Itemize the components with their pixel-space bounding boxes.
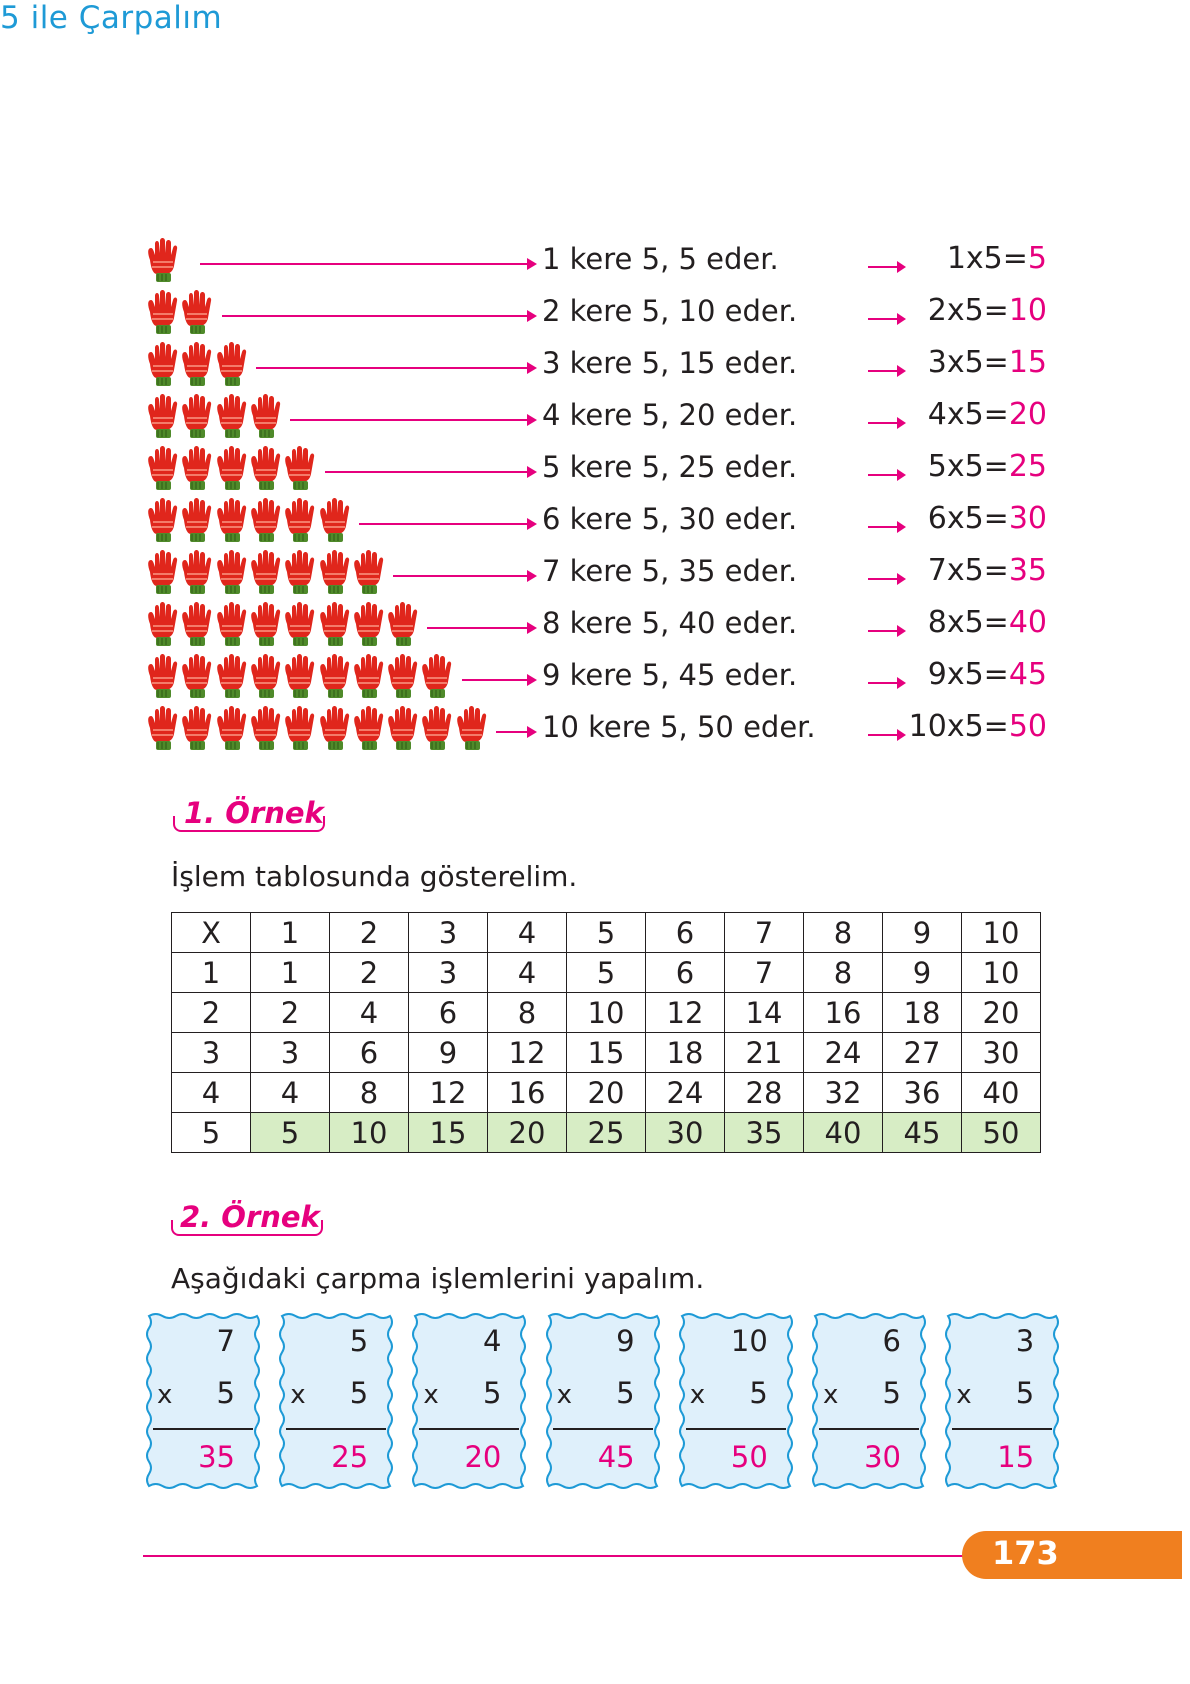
table-cell: 4: [172, 1073, 251, 1113]
row-sentence: 7 kere 5, 35 eder.: [542, 554, 798, 588]
equation-expression: 5x5=: [927, 449, 1009, 484]
multiplier: 5: [1015, 1376, 1035, 1410]
table-cell: 8: [804, 913, 883, 953]
problem-card: [676, 1310, 796, 1492]
equation-expression: 8x5=: [927, 605, 1009, 640]
table-cell: 8: [804, 953, 883, 993]
row-small-arrow: [868, 318, 898, 320]
multiplication-table: [171, 912, 1041, 1153]
table-row: [172, 1113, 1041, 1153]
row-equation: [928, 605, 1047, 640]
row-small-arrow: [868, 630, 898, 632]
answer: 35: [198, 1440, 235, 1474]
multiplier: 5: [216, 1376, 235, 1410]
equation-expression: 6x5=: [927, 501, 1009, 536]
answer: 45: [597, 1440, 635, 1474]
glove-icon: [246, 394, 286, 440]
table-cell: 16: [488, 1073, 567, 1113]
equation-expression: 3x5=: [927, 345, 1009, 380]
glove-icon: [246, 394, 286, 440]
answer-line: [952, 1428, 1052, 1430]
equation-result: 45: [1008, 657, 1047, 692]
row-sentence: 8 kere 5, 40 eder.: [542, 606, 798, 640]
table-cell: 27: [883, 1033, 962, 1073]
row-small-arrow: [868, 422, 898, 424]
answer-line: [819, 1428, 919, 1430]
row-small-arrow: [868, 370, 898, 372]
table-cell: 10: [567, 993, 646, 1033]
table-cell: 36: [883, 1073, 962, 1113]
equation-expression: 4x5=: [927, 397, 1009, 432]
example-1-label: 1. Örnek: [184, 796, 324, 830]
table-cell: 2: [172, 993, 251, 1033]
row-equation: [928, 657, 1047, 692]
table-cell: 10: [962, 953, 1041, 993]
table-cell: 28: [725, 1073, 804, 1113]
glove-icon: [452, 706, 492, 752]
row-sentence: 2 kere 5, 10 eder.: [542, 294, 798, 328]
glove-icon: [383, 602, 423, 648]
multiplier: 5: [882, 1376, 901, 1410]
equation-expression: 7x5=: [927, 553, 1009, 588]
table-cell: 40: [962, 1073, 1041, 1113]
table-cell: 12: [646, 993, 725, 1033]
problem-card: [543, 1310, 663, 1492]
table-cell: 21: [725, 1033, 804, 1073]
equation-result: 50: [1008, 709, 1047, 744]
problem-card: [276, 1310, 396, 1492]
equation-result: 10: [1008, 293, 1047, 328]
table-cell: 8: [330, 1073, 409, 1113]
multiplicand: 4: [482, 1324, 502, 1358]
page-number: 173: [992, 1534, 1059, 1572]
table-cell: 8: [488, 993, 567, 1033]
table-cell: 2: [330, 913, 409, 953]
equation-result: 15: [1008, 345, 1047, 380]
row-small-arrow: [868, 682, 898, 684]
table-cell: 5: [567, 913, 646, 953]
glove-icon: [417, 654, 457, 700]
row-small-arrow: [868, 526, 898, 528]
table-cell: 6: [409, 993, 488, 1033]
table-cell: 9: [883, 953, 962, 993]
table-cell: X: [172, 913, 251, 953]
table-cell: 20: [962, 993, 1041, 1033]
table-cell: 20: [488, 1113, 567, 1153]
answer: 30: [864, 1440, 901, 1474]
row-arrow: [393, 575, 528, 577]
table-cell: 12: [488, 1033, 567, 1073]
table-cell: 7: [725, 953, 804, 993]
equation-result: 5: [1027, 241, 1047, 276]
table-row: [172, 1073, 1041, 1113]
row-small-arrow: [868, 734, 898, 736]
table-cell: 1: [172, 953, 251, 993]
example-1-instruction: İşlem tablosunda gösterelim.: [171, 860, 578, 893]
equation-result: 25: [1008, 449, 1047, 484]
table-cell: 25: [567, 1113, 646, 1153]
example-1-underline: [173, 816, 325, 832]
table-cell: 6: [646, 953, 725, 993]
row-small-arrow: [868, 266, 898, 268]
answer: 50: [730, 1440, 768, 1474]
glove-icon: [212, 342, 252, 388]
table-cell: 20: [567, 1073, 646, 1113]
table-cell: 5: [567, 953, 646, 993]
table-cell: 6: [330, 1033, 409, 1073]
table-cell: 15: [409, 1113, 488, 1153]
table-cell: 12: [409, 1073, 488, 1113]
problem-card: [143, 1310, 263, 1492]
table-cell: 18: [883, 993, 962, 1033]
table-cell: 6: [646, 913, 725, 953]
section-title: 5 ile Çarpalım: [0, 0, 223, 36]
row-equation: [928, 345, 1047, 380]
table-cell: 3: [409, 913, 488, 953]
glove-icon: [452, 706, 492, 752]
multiplier: 5: [616, 1376, 635, 1410]
answer-line: [686, 1428, 786, 1430]
example-2-underline: [171, 1220, 323, 1236]
answer-line: [153, 1428, 253, 1430]
times-sign: x: [556, 1380, 572, 1410]
equation-result: 30: [1008, 501, 1047, 536]
table-cell: 35: [725, 1113, 804, 1153]
multiplicand: 9: [616, 1324, 635, 1358]
table-cell: 4: [330, 993, 409, 1033]
table-cell: 40: [804, 1113, 883, 1153]
table-row: [172, 953, 1041, 993]
equation-result: 20: [1008, 397, 1047, 432]
glove-icon: [212, 342, 252, 388]
row-arrow: [290, 419, 528, 421]
row-arrow: [462, 679, 528, 681]
table-cell: 5: [251, 1113, 330, 1153]
row-arrow: [200, 263, 528, 265]
row-equation: [928, 293, 1047, 328]
table-cell: 24: [804, 1033, 883, 1073]
answer: 25: [331, 1440, 369, 1474]
table-cell: 14: [725, 993, 804, 1033]
glove-icon: [349, 550, 389, 596]
multiplier: 5: [749, 1376, 768, 1410]
table-cell: 1: [251, 953, 330, 993]
answer: 20: [464, 1440, 502, 1474]
times-sign: x: [423, 1380, 439, 1410]
glove-icon: [280, 446, 320, 492]
equation-result: 40: [1008, 605, 1047, 640]
table-cell: 50: [962, 1113, 1041, 1153]
row-sentence: 6 kere 5, 30 eder.: [542, 502, 798, 536]
problem-card: [809, 1310, 929, 1492]
times-sign: x: [823, 1380, 839, 1410]
glove-icon: [177, 290, 217, 336]
glove-icon: [280, 446, 320, 492]
equation-expression: 10x5=: [908, 709, 1009, 744]
equation-expression: 9x5=: [927, 657, 1009, 692]
table-row: [172, 993, 1041, 1033]
equation-result: 35: [1008, 553, 1047, 588]
row-sentence: 4 kere 5, 20 eder.: [542, 398, 798, 432]
table-cell: 4: [488, 953, 567, 993]
table-row: [172, 1033, 1041, 1073]
table-cell: 9: [409, 1033, 488, 1073]
multiplicand: 7: [216, 1324, 235, 1358]
table-cell: 3: [172, 1033, 251, 1073]
row-equation: [928, 501, 1047, 536]
table-cell: 24: [646, 1073, 725, 1113]
table-cell: 4: [251, 1073, 330, 1113]
glove-icon: [315, 498, 355, 544]
table-cell: 3: [251, 1033, 330, 1073]
row-arrow: [325, 471, 529, 473]
times-sign: x: [290, 1380, 306, 1410]
glove-icon: [417, 654, 457, 700]
table-cell: 15: [567, 1033, 646, 1073]
table-header-row: [172, 913, 1041, 953]
table-cell: 2: [330, 953, 409, 993]
times-sign: x: [689, 1380, 706, 1410]
glove-icon: [143, 238, 183, 284]
multiplicand: 3: [1015, 1324, 1035, 1358]
equation-expression: 2x5=: [927, 293, 1009, 328]
glove-icon: [349, 550, 389, 596]
table-cell: 30: [962, 1033, 1041, 1073]
glove-icon: [315, 498, 355, 544]
row-arrow: [427, 627, 528, 629]
table-cell: 10: [330, 1113, 409, 1153]
row-sentence: 10 kere 5, 50 eder.: [542, 710, 816, 744]
problem-card: [942, 1310, 1062, 1492]
example-2-label: 2. Örnek: [180, 1200, 320, 1234]
row-sentence: 9 kere 5, 45 eder.: [542, 658, 798, 692]
table-cell: 18: [646, 1033, 725, 1073]
row-arrow: [359, 523, 528, 525]
table-cell: 3: [409, 953, 488, 993]
footer-line: [143, 1555, 963, 1557]
table-cell: 16: [804, 993, 883, 1033]
row-equation: [928, 397, 1047, 432]
equation-expression: 1x5=: [946, 241, 1028, 276]
multiplicand: 6: [882, 1324, 901, 1358]
row-equation: [928, 553, 1047, 588]
table-cell: 5: [172, 1113, 251, 1153]
table-cell: 7: [725, 913, 804, 953]
row-equation: [947, 241, 1047, 276]
glove-icon: [383, 602, 423, 648]
row-sentence: 1 kere 5, 5 eder.: [542, 242, 779, 276]
multiplicand: 5: [349, 1324, 369, 1358]
problem-card: [409, 1310, 529, 1492]
multiplier: 5: [482, 1376, 502, 1410]
table-cell: 10: [962, 913, 1041, 953]
row-equation: [928, 449, 1047, 484]
table-cell: 4: [488, 913, 567, 953]
row-equation: [909, 709, 1047, 744]
row-small-arrow: [868, 474, 898, 476]
table-cell: 9: [883, 913, 962, 953]
answer-line: [553, 1428, 653, 1430]
table-cell: 1: [251, 913, 330, 953]
answer: 15: [997, 1440, 1035, 1474]
multiplier: 5: [349, 1376, 369, 1410]
table-cell: 45: [883, 1113, 962, 1153]
glove-icon: [143, 238, 183, 284]
row-arrow: [256, 367, 528, 369]
times-sign: x: [956, 1380, 972, 1410]
row-sentence: 3 kere 5, 15 eder.: [542, 346, 798, 380]
answer-line: [419, 1428, 519, 1430]
row-sentence: 5 kere 5, 25 eder.: [542, 450, 798, 484]
row-arrow: [496, 731, 528, 733]
table-cell: 32: [804, 1073, 883, 1113]
row-arrow: [222, 315, 528, 317]
glove-icon: [177, 290, 217, 336]
table-cell: 2: [251, 993, 330, 1033]
multiplicand: 10: [730, 1324, 768, 1358]
times-sign: x: [157, 1380, 173, 1410]
row-small-arrow: [868, 578, 898, 580]
example-2-instruction: Aşağıdaki çarpma işlemlerini yapalım.: [171, 1262, 705, 1295]
answer-line: [286, 1428, 386, 1430]
table-cell: 30: [646, 1113, 725, 1153]
